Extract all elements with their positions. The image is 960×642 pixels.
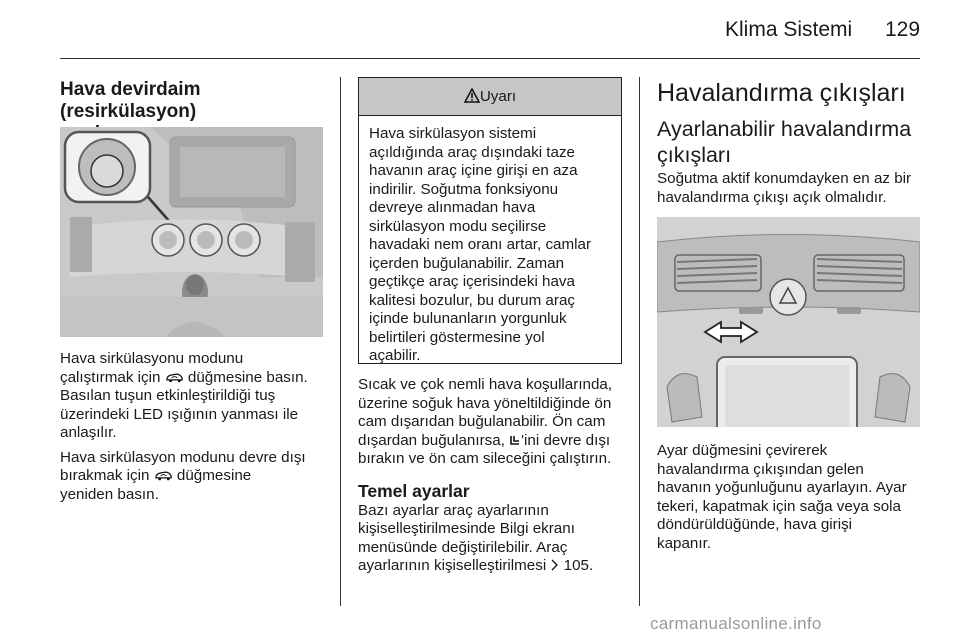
text-line: Hava sirkülasyon modunu devre dışı <box>60 448 306 466</box>
text-line: Soğutma aktif konumdayken en az bir <box>657 170 912 187</box>
right-column <box>657 78 927 207</box>
text-line: kapanır. <box>657 534 712 552</box>
text-line: Basılan tuşun etkinleştirildiği tuş <box>60 387 276 404</box>
text-line: 'ini devre dışı <box>521 431 611 449</box>
text-line: çıkışları <box>657 143 732 167</box>
recirculation-icon <box>165 372 184 383</box>
air-vent-illustration <box>657 217 920 427</box>
basic-settings-heading: Temel ayarlar <box>358 480 470 501</box>
text-line: kişiselleştirilmesinde Bilgi ekranı <box>358 520 575 537</box>
vents-intro <box>657 170 927 207</box>
text-line: düğmesine basın. <box>183 368 308 386</box>
text-line: belirtileri göstermesine yol <box>369 328 545 346</box>
watermark: carmanualsonline.info <box>650 614 822 633</box>
left-body <box>60 350 332 504</box>
recirculation-instructions <box>60 350 332 443</box>
text-line: bırakmak için <box>60 467 154 484</box>
header-rule <box>60 58 920 59</box>
text-line: içinde bulunanların yorgunluk <box>369 310 567 327</box>
adjustable-vents-heading <box>657 116 927 168</box>
vent-adjustment-paragraph <box>657 442 929 553</box>
basic-settings-paragraph <box>358 502 633 576</box>
climate-control-figure <box>60 127 323 337</box>
warning-icon <box>464 88 480 103</box>
column-divider-left <box>340 77 341 606</box>
text-line: açabilir. <box>369 347 421 364</box>
text-line: menüsünde değiştirilebilir. Araç <box>358 538 568 556</box>
recirculation-disable-instructions <box>60 449 332 505</box>
text-line: havanın yoğunluğunu ayarlayın. Ayar <box>657 479 907 496</box>
page-number: 129 <box>885 18 921 41</box>
text-line: Bazı ayarlar araç ayarlarının <box>358 501 549 519</box>
text-line: Sıcak ve çok nemli hava koşullarında, <box>358 376 613 393</box>
climate-control-illustration <box>60 127 323 337</box>
ac-symbol-icon <box>509 434 521 446</box>
warning-header <box>359 78 621 116</box>
warning-title: Uyarı <box>479 88 517 105</box>
air-vent-figure <box>657 217 920 427</box>
text-line: anlaşılır. <box>60 424 117 441</box>
running-header-title: Klima Sistemi <box>725 18 853 41</box>
text-line: havanın araç içine girişi en aza <box>369 162 578 179</box>
text-line: cam dışarıdan buğulanabilir. Ön cam <box>358 413 606 430</box>
text-line: sirkülasyon modu seçilirse <box>369 217 547 235</box>
text-line: havalandırma çıkışından gelen <box>657 460 864 478</box>
text-line: Hava sirkülasyonu modunu <box>60 350 244 367</box>
text-line: döndürüldüğünde, hava girişi <box>657 516 853 533</box>
text-line: üzerine soğuk hava yöneltildiğinde ön <box>358 394 612 412</box>
text-line: havadaki nem oranı artar, camlar <box>369 236 592 253</box>
text-line: Hava sirkülasyon sistemi <box>369 125 537 142</box>
text-line: geçtikçe araç içerisindeki hava <box>369 273 575 290</box>
text-line: içerden buğulanabilir. Zaman <box>369 254 565 272</box>
column-divider-right <box>639 77 640 606</box>
text-line: dışardan buğulanırsa, <box>358 431 510 449</box>
defog-paragraph <box>358 376 633 469</box>
text-line: 105. <box>559 557 594 574</box>
air-vents-heading: Havalandırma çıkışları <box>657 79 906 107</box>
text-line: indirilir. Soğutma fonksiyonu <box>369 180 559 198</box>
text-line: havalandırma çıkışı açık olmalıdır. <box>657 188 887 206</box>
text-line: çalıştırmak için <box>60 368 165 386</box>
text-line: bırakın ve ön cam sileceğini çalıştırın. <box>358 450 612 467</box>
text-line: tekeri, kapatmak için sağa veya sola <box>657 497 901 515</box>
text-line: Ayar düğmesini çevirerek <box>657 442 828 459</box>
text-line: Ayarlanabilir havalandırma <box>657 117 912 141</box>
middle-body <box>358 376 633 576</box>
text-line: devreye alınmadan hava <box>369 199 536 216</box>
text-line: yeniden basın. <box>60 485 159 503</box>
text-line: üzerindeki LED ışığının yanması ile <box>60 405 299 423</box>
warning-text <box>359 116 621 366</box>
text-line: düğmesine <box>172 467 252 484</box>
warning-box <box>358 77 622 364</box>
recirculation-icon <box>154 470 173 481</box>
right-body <box>657 442 929 553</box>
recirculation-heading-line1: Hava devirdaim (resirkülasyon) <box>60 79 201 122</box>
text-line: ayarlarının kişiselleştirilmesi <box>358 557 551 574</box>
text-line: açıldığında araç dışındaki taze <box>369 143 576 161</box>
text-line: kalitesi bozulur, bu durum araç <box>369 291 575 309</box>
